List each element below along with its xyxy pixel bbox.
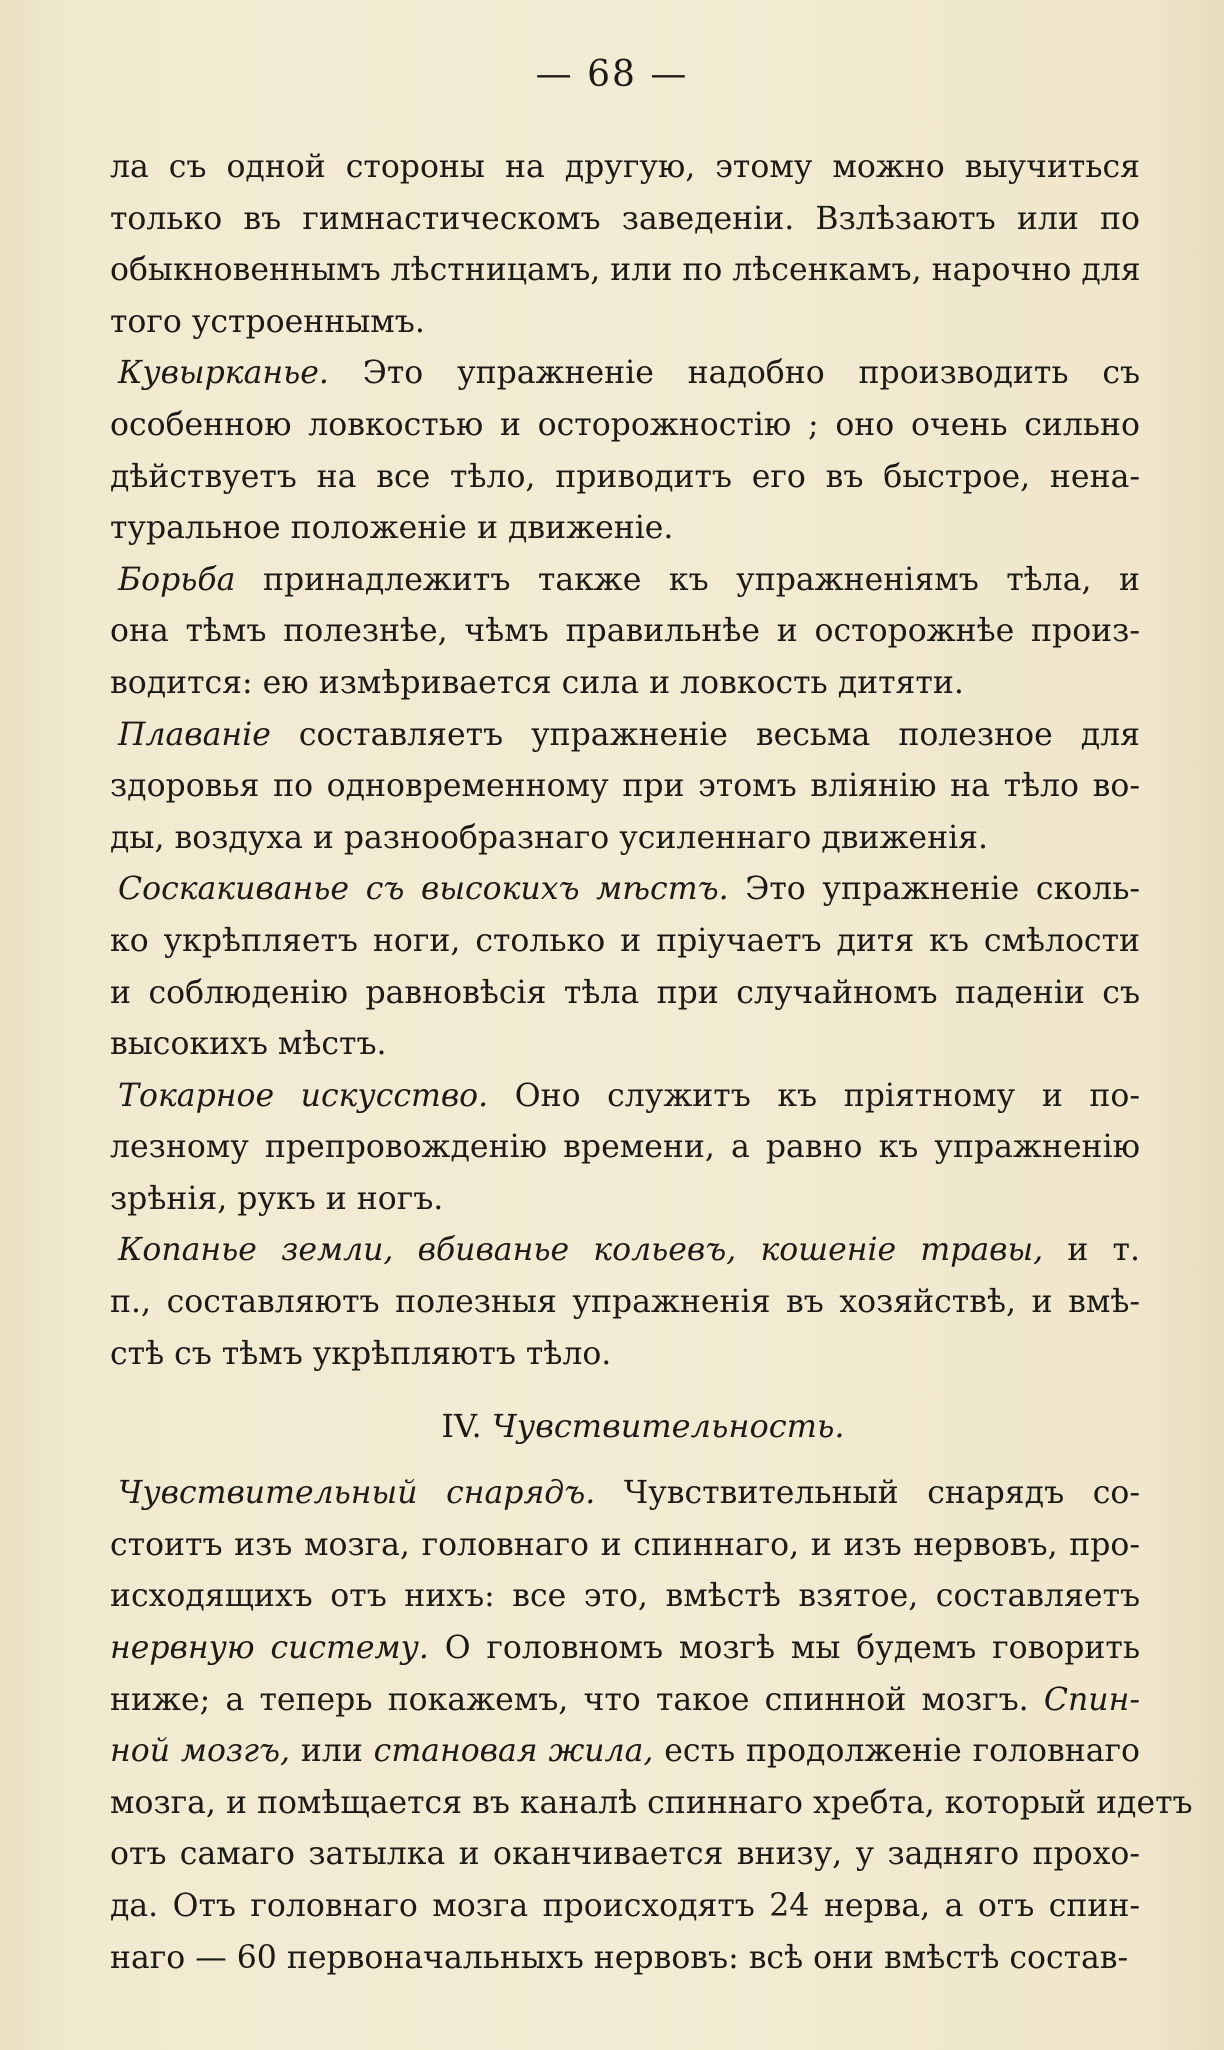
text-line xyxy=(110,400,1140,452)
line-text: и т. xyxy=(1043,1232,1140,1269)
line-text: особенною ловкостью и осторожностію ; оно очень сильно xyxy=(110,406,1140,443)
text-line xyxy=(110,916,1140,968)
text-line xyxy=(110,968,1140,1020)
line-text: зрѣнія, рукъ и ногъ. xyxy=(110,1180,444,1217)
line-text: принадлежитъ также къ упражненіямъ тѣла, и xyxy=(235,561,1140,598)
paragraph-lead: Соскакиванье съ высокихъ мѣстъ. xyxy=(118,871,729,908)
text-line xyxy=(110,503,1140,555)
line-text: стѣ съ тѣмъ укрѣпляютъ тѣло. xyxy=(110,1335,612,1372)
section-title: Чувствительность. xyxy=(491,1407,845,1446)
text-line xyxy=(110,555,1140,607)
text-line xyxy=(110,1071,1140,1123)
paragraph xyxy=(110,555,1140,710)
text-line xyxy=(110,297,1140,349)
text-line: нервную систему. О головномъ мозгѣ мы будемъ говорить xyxy=(110,1630,1140,1667)
paragraph xyxy=(110,1225,1140,1380)
section-heading xyxy=(110,1380,1140,1468)
paragraph xyxy=(110,1071,1140,1226)
text-line xyxy=(110,1329,1140,1381)
text-line xyxy=(110,245,1140,297)
text-line xyxy=(110,194,1140,246)
line-text: п., составляютъ полезныя упражненія въ хозяйствѣ, и вмѣ- xyxy=(110,1284,1140,1321)
paragraph-lead: Борьба xyxy=(118,561,236,598)
line-text: Это упражненіе сколь- xyxy=(728,871,1140,908)
paragraph xyxy=(110,142,1140,348)
text-line xyxy=(110,1174,1140,1226)
paragraph-lead: Копанье земли, вбиванье кольевъ, кошеніе травы, xyxy=(118,1232,1044,1269)
paragraph-lead: Кувырканье. xyxy=(118,355,329,392)
line-text: ко укрѣпляетъ ноги, столько и пріучаетъ дитя къ смѣлости xyxy=(110,922,1140,959)
text-line: ниже; а теперь покажемъ, что такое спинной мозгъ. Спин- xyxy=(110,1681,1140,1718)
text-line xyxy=(110,761,1140,813)
text-line xyxy=(110,452,1140,504)
text-line xyxy=(110,1225,1140,1277)
line-text: высокихъ мѣстъ. xyxy=(110,1026,387,1063)
line-text: ды, воздуха и разнообразнаго усиленнаго движенія. xyxy=(110,819,989,856)
paragraph xyxy=(110,348,1140,554)
page-number: — 68 — xyxy=(535,54,689,95)
text-line xyxy=(110,142,1140,194)
line-text: и соблюденію равновѣсія тѣла при случайномъ паденіи съ xyxy=(110,974,1140,1011)
text-line xyxy=(110,606,1140,658)
line-text: ла съ одной стороны на другую, этому можно выучиться xyxy=(110,149,1140,185)
line-text: составляетъ упражненіе весьма полезное для xyxy=(270,716,1140,753)
line-text: Оно служитъ къ пріятному и по- xyxy=(488,1077,1141,1114)
line-text: только въ гимнастическомъ заведеніи. Взлѣзаютъ или по xyxy=(110,200,1140,237)
text-line xyxy=(110,348,1140,400)
paragraph-lead: Токарное искусство. xyxy=(118,1077,489,1114)
text-line xyxy=(110,710,1140,762)
text-line xyxy=(110,1277,1140,1329)
body-text xyxy=(110,142,1193,1984)
section-numeral: IV. xyxy=(441,1407,482,1446)
line-text: водится: ею измѣривается сила и ловкость дитяти. xyxy=(110,664,964,701)
line-text: она тѣмъ полезнѣе, чѣмъ правильнѣе и осторожнѣе произ- xyxy=(110,613,1140,650)
text-line: ной мозгъ, или становая жила, есть продолженіе головнаго xyxy=(110,1733,1140,1770)
line-text: обыкновеннымъ лѣстницамъ, или по лѣсенкамъ, нарочно для xyxy=(110,252,1141,289)
paragraph xyxy=(110,1468,1193,1984)
text-line: да. Отъ головнаго мозга происходятъ 24 нерва, а отъ спин- xyxy=(110,1888,1140,1924)
text-line: мозга, и помѣщается въ каналѣ спиннаго хребта, который идетъ xyxy=(110,1784,1193,1821)
text-line xyxy=(110,813,1140,865)
text-line: исходящихъ отъ нихъ: все это, вмѣстѣ взятое, составляетъ xyxy=(110,1578,1140,1615)
line-text: здоровья по одновременному при этомъ вліянію на тѣло во- xyxy=(110,768,1140,805)
text-line: наго — 60 первоначальныхъ нервовъ: всѣ они вмѣстѣ состав- xyxy=(110,1939,1129,1976)
line-text: туральное положеніе и движеніе. xyxy=(110,510,674,547)
line-text: того устроеннымъ. xyxy=(110,303,425,340)
text-line: отъ самаго затылка и оканчивается внизу, у задняго прохо- xyxy=(110,1836,1140,1873)
text-line xyxy=(110,864,1140,916)
line-text: лезному препровожденію времени, а равно къ упражненію xyxy=(110,1129,1140,1166)
text-line xyxy=(110,1122,1140,1174)
paragraph-lead: Плаваніе xyxy=(118,716,271,753)
line-text: дѣйствуетъ на все тѣло, приводитъ его въ быстрое, нена- xyxy=(110,458,1140,495)
text-line xyxy=(110,1019,1140,1071)
paragraph xyxy=(110,864,1140,1070)
line-text: Это упражненіе надобно производить съ xyxy=(328,355,1140,392)
paragraph xyxy=(110,710,1140,865)
text-line: стоитъ изъ мозга, головнаго и спиннаго, и изъ нервовъ, про- xyxy=(110,1526,1140,1563)
text-line: Чувствительный снарядъ. Чувствительный снарядъ со- xyxy=(118,1475,1140,1512)
text-line xyxy=(110,658,1140,710)
